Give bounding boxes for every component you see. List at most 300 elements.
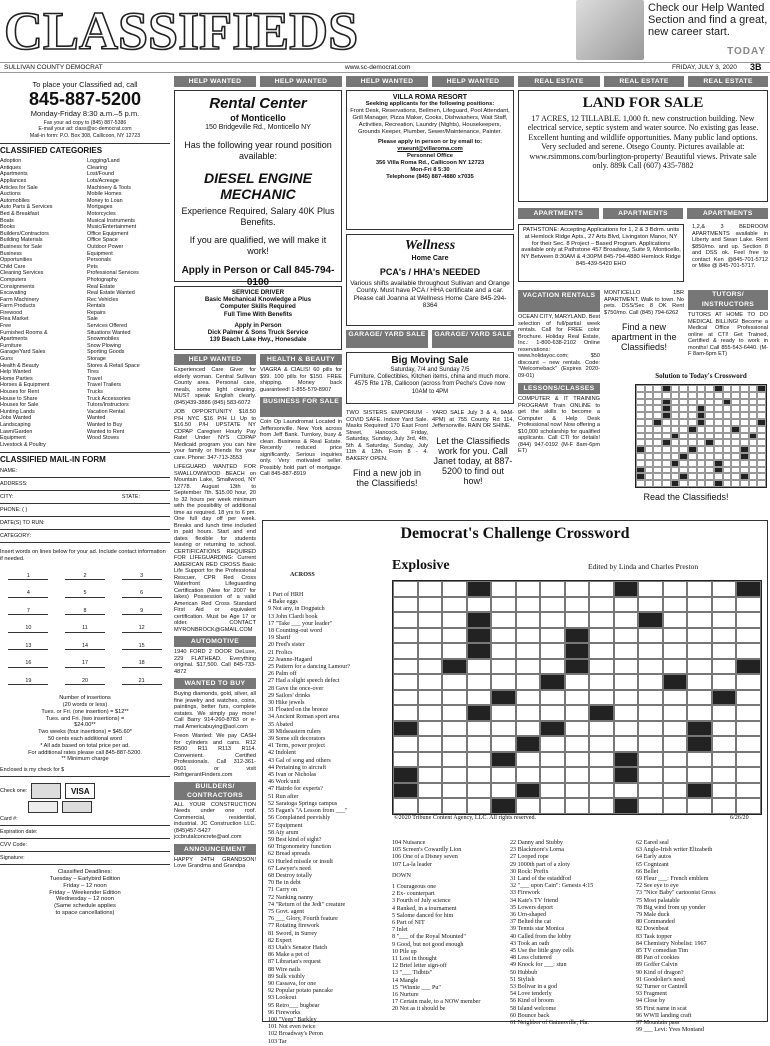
city-label: CITY: [0,494,14,501]
crossword-cell[interactable] [565,581,590,597]
crossword-cell[interactable] [589,581,614,597]
solution-cell [688,426,697,433]
crossword-cell[interactable] [638,736,663,752]
crossword-cell[interactable] [442,674,467,690]
mastercard-icon[interactable] [31,783,61,799]
crossword-copyright: ©2020 Tribune Content Agency, LLC. All rights reserved. [394,815,537,821]
crossword-cell[interactable] [442,612,467,628]
word-line-row[interactable] [0,608,170,615]
crossword-cell[interactable] [712,783,737,799]
down-clue: 93 Fragment [636,991,667,998]
crossword-cell[interactable] [442,705,467,721]
name-field[interactable]: NAME: [0,468,170,478]
crossword-cell[interactable] [540,581,565,597]
crossword-cell[interactable] [467,690,492,706]
word-line[interactable]: 1 [8,573,48,580]
solution-cell [645,405,654,412]
crossword-cell[interactable] [712,721,737,737]
crossword-cell[interactable] [418,612,443,628]
crossword-cell[interactable] [393,612,418,628]
category-item: Storage [87,356,106,363]
crossword-cell[interactable] [442,581,467,597]
crossword-cell[interactable] [736,628,761,644]
visa-icon[interactable]: VISA [65,783,95,799]
solution-cell [645,480,654,487]
crossword-cell[interactable] [687,674,712,690]
crossword-cell[interactable] [712,736,737,752]
discover-icon[interactable] [28,801,58,813]
crossword-cell[interactable] [638,643,663,659]
crossword-cell[interactable] [467,721,492,737]
crossword-cell[interactable] [663,690,688,706]
crossword-cell[interactable] [565,674,590,690]
expiration-field[interactable]: Expiration date: [0,829,170,839]
solution-cell [757,426,766,433]
crossword-cell[interactable] [540,736,565,752]
across-clue: 38 Midseastern rulers [268,728,321,735]
crossword-cell[interactable] [565,798,590,814]
crossword-cell[interactable] [589,767,614,783]
crossword-cell[interactable] [638,783,663,799]
crossword-cell[interactable] [491,674,516,690]
solution-cell [749,392,758,399]
solution-cell [636,399,645,406]
crossword-cell[interactable] [565,767,590,783]
ad-word-lines[interactable] [0,573,170,685]
crossword-cell[interactable] [663,721,688,737]
crossword-cell[interactable] [687,798,712,814]
crossword-cell[interactable] [687,752,712,768]
crossword-cell[interactable] [712,798,737,814]
signature-field[interactable]: Signature: [0,855,170,865]
crossword-cell[interactable] [393,643,418,659]
crossword-cell[interactable] [418,721,443,737]
crossword-cell[interactable] [393,752,418,768]
crossword-cell[interactable] [736,597,761,613]
crossword-cell[interactable] [393,798,418,814]
crossword-date: 6/26/20 [730,815,749,821]
crossword-cell[interactable] [712,705,737,721]
viagra-ad: VIAGRA & CIALIS! 60 pills for $99. 100 pills for $150. FREE shipping. Money back guaranteed! 1-855-579-8907 [260,367,342,393]
crossword-cell[interactable] [663,612,688,628]
crossword-cell[interactable] [712,767,737,783]
word-line[interactable]: 7 [8,608,48,615]
word-line[interactable]: 15 [122,643,162,650]
crossword-cell[interactable] [638,597,663,613]
crossword-cell[interactable] [442,690,467,706]
crossword-cell[interactable] [467,597,492,613]
crossword-cell[interactable] [565,783,590,799]
crossword-cell[interactable] [663,597,688,613]
word-line[interactable]: 14 [65,643,105,650]
crossword-cell[interactable] [736,767,761,783]
word-line-row[interactable] [0,643,170,650]
solution-cell [697,399,706,406]
word-line[interactable]: 17 [65,660,105,667]
crossword-cell[interactable] [663,783,688,799]
crossword-cell[interactable] [491,581,516,597]
crossword-cell[interactable] [712,674,737,690]
down-clue: 31 Land of the estaddfod [510,876,571,883]
crossword-cell[interactable] [614,783,639,799]
crossword-cell[interactable] [491,736,516,752]
crossword-cell[interactable] [540,705,565,721]
crossword-cell[interactable] [614,628,639,644]
down-clue: 43 Took an oath [510,940,550,947]
categories-col-2 [87,158,170,448]
word-line[interactable]: 12 [122,625,162,632]
mailin-title: CLASSIFIED MAIL-IN FORM [0,452,170,465]
crossword-cell[interactable] [467,752,492,768]
crossword-cell[interactable] [418,783,443,799]
crossword-cell[interactable] [663,798,688,814]
crossword-cell[interactable] [736,690,761,706]
word-line[interactable]: 20 [65,678,105,685]
crossword-cell[interactable] [491,659,516,675]
solution-cell [740,480,749,487]
crossword-cell[interactable] [442,597,467,613]
crossword-cell[interactable] [418,643,443,659]
crossword-cell[interactable] [736,721,761,737]
card-field[interactable]: Card #: [0,816,170,826]
crossword-cell[interactable] [418,798,443,814]
word-line[interactable]: 19 [8,678,48,685]
crossword-cell[interactable] [418,628,443,644]
crossword-cell[interactable] [589,643,614,659]
crossword-grid[interactable] [392,580,762,815]
crossword-cell[interactable] [516,690,541,706]
category-field[interactable]: CATEGORY: [0,533,170,543]
word-line[interactable]: 18 [122,660,162,667]
crossword-title: Democrat's Challenge Crossword [400,525,630,542]
crossword-cell[interactable] [638,705,663,721]
crossword-cell[interactable] [663,736,688,752]
health-business-col [260,354,342,478]
crossword-cell[interactable] [565,612,590,628]
crossword-cell[interactable] [516,752,541,768]
down-clue: 99 ___ Levi: Yves Montand [636,1027,704,1034]
crossword-cell[interactable] [712,581,737,597]
crossword-cell[interactable] [393,628,418,644]
crossword-cell[interactable] [712,752,737,768]
crossword-cell[interactable] [565,690,590,706]
crossword-cell[interactable] [442,783,467,799]
crossword-cell[interactable] [516,767,541,783]
crossword-cell[interactable] [491,705,516,721]
crossword-cell[interactable] [393,659,418,675]
crossword-cell[interactable] [638,721,663,737]
crossword-cell[interactable] [663,767,688,783]
crossword-cell[interactable] [712,659,737,675]
crossword-cell[interactable] [418,581,443,597]
solution-cell [731,405,740,412]
across-clue: 25 Pattern for a dancing Lamour? [268,664,351,671]
crossword-cell[interactable] [589,721,614,737]
clue: 11 Lost in thought [392,956,437,963]
solution-cell [697,439,706,446]
word-line[interactable]: 13 [8,643,48,650]
crossword-cell[interactable] [712,597,737,613]
crossword-cell[interactable] [663,752,688,768]
crossword-cell[interactable] [687,581,712,597]
crossword-cell[interactable] [442,643,467,659]
crossword-cell[interactable] [589,736,614,752]
solution-cell [705,467,714,474]
crossword-cell[interactable] [614,721,639,737]
crossword-cell[interactable] [638,659,663,675]
site-url[interactable]: www.sc-democrat.com [345,64,411,71]
address-field[interactable]: ADDRESS: [0,481,170,491]
crossword-cell[interactable] [516,612,541,628]
crossword-cell[interactable] [540,643,565,659]
crossword-cell[interactable] [712,612,737,628]
crossword-cell[interactable] [467,659,492,675]
crossword-cell[interactable] [467,798,492,814]
crossword-cell[interactable] [491,767,516,783]
crossword-cell[interactable] [442,736,467,752]
word-line-row[interactable] [0,625,170,632]
crossword-cell[interactable] [687,690,712,706]
word-line[interactable]: 5 [65,590,105,597]
crossword-cell[interactable] [736,783,761,799]
dates-field[interactable]: DATE(S) TO RUN: [0,520,170,530]
crossword-cell[interactable] [565,752,590,768]
crossword-cell[interactable] [442,721,467,737]
crossword-cell[interactable] [516,674,541,690]
crossword-cell[interactable] [663,643,688,659]
crossword-cell[interactable] [418,690,443,706]
word-line-row[interactable] [0,678,170,685]
crossword-cell[interactable] [565,721,590,737]
crossword-cell[interactable] [614,643,639,659]
crossword-cell[interactable] [638,752,663,768]
crossword-cell[interactable] [736,798,761,814]
solution-cell [679,405,688,412]
crossword-cell[interactable] [614,612,639,628]
crossword-cell[interactable] [565,597,590,613]
crossword-cell[interactable] [418,659,443,675]
crossword-cell[interactable] [736,643,761,659]
crossword-cell[interactable] [589,597,614,613]
crossword-cell[interactable] [614,674,639,690]
across-clue: 96 Fireworks [268,1009,301,1016]
crossword-cell[interactable] [491,597,516,613]
contact-fax: Fax your ad copy to (845) 887-5386 [43,120,127,126]
crossword-cell[interactable] [614,659,639,675]
crossword-cell[interactable] [687,705,712,721]
crossword-cell [467,628,492,644]
crossword-cell[interactable] [736,674,761,690]
crossword-cell[interactable] [565,736,590,752]
crossword-cell[interactable] [418,736,443,752]
solution-cell [688,405,697,412]
crossword-cell[interactable] [540,597,565,613]
crossword-cell[interactable] [393,705,418,721]
word-line[interactable]: 11 [65,625,105,632]
solution-cell [705,426,714,433]
crossword-cell[interactable] [589,659,614,675]
crossword-cell[interactable] [614,690,639,706]
announcement-ad: HAPPY 24TH GRANDSON! Love Grandma and Grandpa [174,856,256,869]
crossword-cell[interactable] [614,597,639,613]
crossword-cell[interactable] [638,674,663,690]
crossword-cell[interactable] [540,659,565,675]
crossword-cell[interactable] [712,628,737,644]
crossword-cell[interactable] [491,643,516,659]
category-item: Repairs [87,309,106,316]
crossword-cell[interactable] [589,752,614,768]
crossword-cell[interactable] [540,690,565,706]
crossword-cell[interactable] [687,612,712,628]
crossword-cell[interactable] [687,628,712,644]
crossword-cell [614,767,639,783]
crossword-cell[interactable] [687,659,712,675]
solution-cell [653,473,662,480]
crossword-cell[interactable] [663,659,688,675]
crossword-cell[interactable] [712,643,737,659]
crossword-cell[interactable] [687,767,712,783]
crossword-cell[interactable] [589,628,614,644]
crossword-cell[interactable] [589,798,614,814]
crossword-cell[interactable] [491,628,516,644]
header-rule [0,62,770,73]
solution-cell [749,473,758,480]
crossword-cell[interactable] [418,674,443,690]
crossword-cell[interactable] [418,752,443,768]
word-line[interactable]: 9 [122,608,162,615]
crossword-cell [393,721,418,737]
crossword-cell[interactable] [516,628,541,644]
crossword-cell[interactable] [516,581,541,597]
crossword-cell[interactable] [565,705,590,721]
word-line[interactable]: 21 [122,678,162,685]
cvv-field[interactable]: CVV Code: [0,842,170,852]
crossword-cell[interactable] [736,612,761,628]
word-line-row[interactable] [0,590,170,597]
crossword-cell[interactable] [687,597,712,613]
crossword-cell[interactable] [638,767,663,783]
word-line[interactable]: 3 [122,573,162,580]
issue-date: FRIDAY, JULY 3, 2020 [672,64,737,71]
crossword-cell[interactable] [516,643,541,659]
moving-sale-ad [346,352,514,404]
crossword-cell[interactable] [467,674,492,690]
crossword-cell[interactable] [418,767,443,783]
crossword-cell[interactable] [687,643,712,659]
crossword-cell[interactable] [540,783,565,799]
crossword-cell[interactable] [736,736,761,752]
crossword-cell[interactable] [589,674,614,690]
across-clue: 30 Hike jewels [268,700,305,707]
crossword-cell[interactable] [393,597,418,613]
crossword-cell[interactable] [614,705,639,721]
crossword-cell[interactable] [491,612,516,628]
solution-cell [645,467,654,474]
clue: 15 "Winnie ___ Pu" [392,984,441,991]
crossword-cell[interactable] [393,581,418,597]
down-clue: 65 Cognizant [636,861,669,868]
crossword-cell[interactable] [442,798,467,814]
crossword-cell[interactable] [663,581,688,597]
across-clue: 89 Sulk visibly [268,973,305,980]
crossword-cell[interactable] [589,612,614,628]
clue: 4 Ranked, in a tournament [392,905,457,912]
crossword-cell[interactable] [638,798,663,814]
crossword-cell[interactable] [491,721,516,737]
crossword-cell [687,721,712,737]
phone-field[interactable]: PHONE: ( ) [0,507,170,517]
crossword-cell[interactable] [540,628,565,644]
crossword-cell[interactable] [589,690,614,706]
crossword-cell[interactable] [467,783,492,799]
crossword-cell[interactable] [614,736,639,752]
word-line[interactable]: 10 [8,625,48,632]
crossword-cell[interactable] [442,767,467,783]
solution-cell [636,460,645,467]
crossword-cell[interactable] [663,705,688,721]
word-line[interactable]: 2 [65,573,105,580]
crossword-cell[interactable] [638,690,663,706]
crossword-cell[interactable] [393,736,418,752]
word-line-row[interactable] [0,573,170,580]
word-line[interactable]: 6 [122,590,162,597]
category-item: Rentals [87,303,106,310]
crossword-cell[interactable] [516,597,541,613]
solution-cell [636,405,645,412]
villa-email[interactable]: vraeunt@villaroma.com [397,146,463,152]
crossword-cell[interactable] [393,674,418,690]
crossword-cell[interactable] [467,767,492,783]
city-state-field[interactable] [0,494,170,504]
crossword-cell[interactable] [638,628,663,644]
crossword-cell[interactable] [442,752,467,768]
crossword-cell[interactable] [516,798,541,814]
amex-icon[interactable] [62,801,92,813]
crossword-cell[interactable] [736,705,761,721]
across-clue: 29 Sailors' drinks [268,692,311,699]
word-line[interactable]: 8 [65,608,105,615]
crossword-cell[interactable] [516,705,541,721]
solution-cell [731,446,740,453]
crossword-cell[interactable] [638,581,663,597]
crossword-cell[interactable] [516,659,541,675]
crossword-cell[interactable] [540,767,565,783]
crossword-cell[interactable] [540,798,565,814]
word-line-row[interactable] [0,660,170,667]
crossword-cell[interactable] [663,628,688,644]
crossword-cell[interactable] [418,597,443,613]
crossword-cell[interactable] [540,612,565,628]
check-field[interactable]: Enclosed is my check for $ [0,767,170,777]
crossword-cell[interactable] [516,721,541,737]
solution-cell [653,405,662,412]
pricing-info [0,695,170,763]
down-clue: 96 WWII landing craft [636,1012,692,1019]
across-clue: 47 Hairdo for experts? [268,786,323,793]
crossword-cell[interactable] [442,628,467,644]
crossword-cell[interactable] [393,690,418,706]
crossword-cell[interactable] [418,705,443,721]
word-line[interactable]: 4 [8,590,48,597]
solution-cell [749,399,758,406]
solution-cell [757,412,766,419]
crossword-cell[interactable] [491,783,516,799]
crossword-cell[interactable] [540,752,565,768]
crossword-cell[interactable] [736,752,761,768]
word-line[interactable]: 16 [8,660,48,667]
crossword-cell[interactable] [467,736,492,752]
crossword-cell[interactable] [589,783,614,799]
